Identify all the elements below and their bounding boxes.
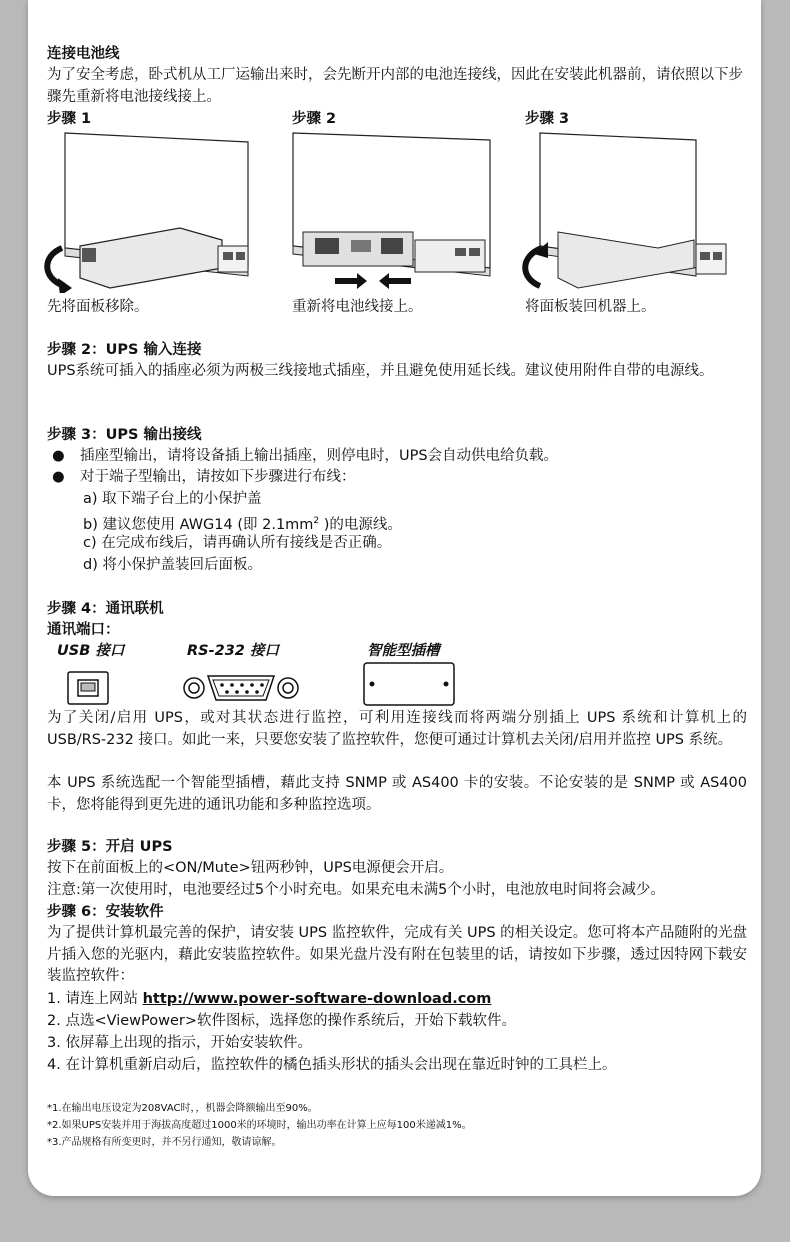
step-1-caption: 先将面板移除。 [47,299,149,315]
section-heading-power-on: 步骤 5：开启 UPS [47,839,173,855]
output-bullet-socket: 插座型输出，请将设备插上输出插座，则停电时，UPS会自动供电给负载。 [80,448,559,464]
reinstall-panel-illustration [518,128,733,293]
install-step-3: 3. 依屏幕上出现的指示，开始安装软件。 [47,1035,312,1051]
install-step-2: 2. 点选<ViewPower>软件图标，选择您的操作系统后，开始下载软件。 [47,1013,516,1029]
ups-input-paragraph: UPS系统可插入的插座必须为两极三线接地式插座，并且避免使用延长线。建议使用附件自带的电源线。 [47,363,714,379]
terminal-step-b: b) 建议您使用 AWG14 (即 $2.1mm^2$ )的电源线。 [83,516,402,533]
connect-battery-paragraph: 为了安全考虑，卧式机从工厂运输出来时，会先断开内部的电池连接线，因此在安装此机器前，请依照以下步骤先重新将电池接线接上。 [47,67,743,105]
section-heading-ups-output: 步骤 3：UPS 输出接线 [47,427,202,443]
step-2-label: 步骤 2 [292,111,337,127]
section-heading-connect-battery: 连接电池线 [47,46,120,62]
install-step-4: 4. 在计算机重新启动后，监控软件的橘色插头形状的插头会出现在靠近时钟的工具栏上。 [47,1057,617,1073]
smart-slot-label: 智能型插槽 [367,643,440,659]
power-on-instruction: 按下在前面板上的<ON/Mute>钮两秒钟，UPS电源便会开启。 [47,860,454,876]
reconnect-battery-illustration [285,128,500,293]
communication-paragraph-2: 本 UPS 系统选配一个智能型插槽，藉此支持 SNMP 或 AS400 卡的安装。不论安装的是 SNMP 或 AS400 卡，您将能得到更先进的通讯功能和多种监控选项。 [47,775,747,813]
step-3-label: 步骤 3 [525,111,570,127]
terminal-step-a: a) 取下端子台上的小保护盖 [83,491,262,507]
footnote-2: *2.如果UPS安装并用于海拔高度超过1000米的环境时，输出功率在计算上应每100米递减1%。 [47,1120,472,1131]
step-1-label: 步骤 1 [47,111,92,127]
smart-slot-icon [362,661,456,707]
terminal-step-d: d) 将小保护盖装回后面板。 [83,557,262,573]
section-heading-install-software: 步骤 6：安装软件 [47,904,164,920]
footnote-3: *3.产品规格有所变更时，并不另行通知，敬请谅解。 [47,1137,282,1148]
section-heading-ups-input: 步骤 2：UPS 输入连接 [47,342,202,358]
footnote-1: *1.在输出电压设定为208VAC时，，机器会降额输出至90%。 [47,1103,318,1114]
bullet-dot-2: ● [52,469,65,485]
download-link[interactable]: http://www.power-software-download.com [142,991,492,1007]
step-3-caption: 将面板装回机器上。 [525,299,656,315]
power-on-note: 注意:第一次使用时，电池要经过5个小时充电。如果充电未满5个小时，电池放电时间将会减少。 [47,882,665,898]
rs232-port-icon [182,672,302,704]
install-software-paragraph: 为了提供计算机最完善的保护，请安装 UPS 监控软件，完成有关 UPS 的相关设定。您可将本产品随附的光盘片插入您的光驱内，藉此安装监控软件。如果光盘片没有附在包装里的话，请按如下步骤，透过因特网下载安装监控软件： [47,925,747,984]
step-2-caption: 重新将电池线接上。 [292,299,423,315]
section-heading-communication: 步骤 4：通讯联机 [47,601,164,617]
bullet-dot-1: ● [52,448,65,464]
output-bullet-terminal: 对于端子型输出，请按如下步骤进行布线： [80,469,356,485]
usb-port-label: USB 接口 [57,643,125,659]
terminal-step-c: c) 在完成布线后，请再确认所有接线是否正确。 [83,535,392,551]
usb-port-icon [66,670,112,706]
install-step-1: 1. 请连上网站 http://www.power-software-download.com [47,991,492,1007]
ports-title: 通讯端口： [47,622,120,638]
communication-paragraph-1: 为了关闭/启用 UPS，或对其状态进行监控，可利用连接线而将两端分别插上 UPS 系统和计算机上的 USB/RS-232 接口。如此一来，只要您安装了监控软件，您便可通过计算机去关闭/启用并监控 UPS 系统。 [47,710,747,748]
remove-panel-illustration [40,128,255,293]
rs232-port-label: RS-232 接口 [187,643,279,659]
